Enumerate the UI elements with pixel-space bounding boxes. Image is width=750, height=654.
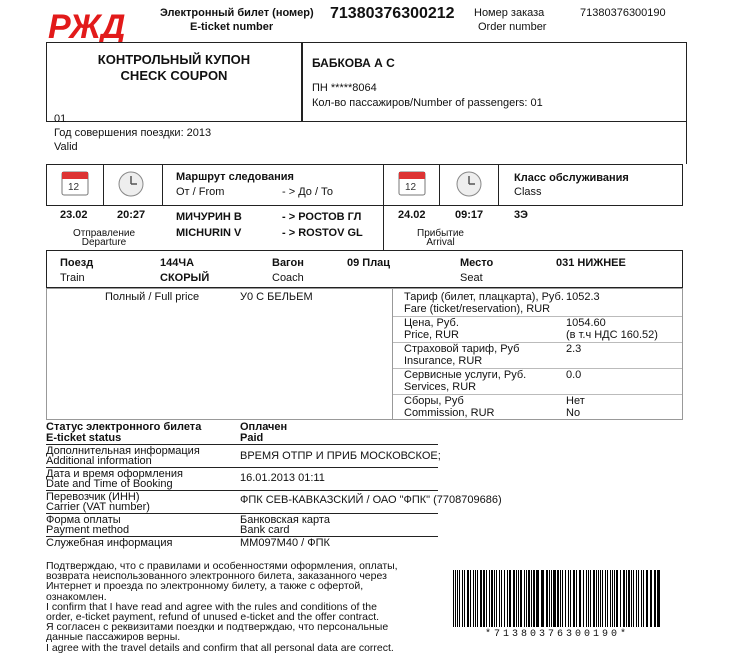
barcode-bar (553, 570, 556, 627)
barcode-bar (526, 570, 527, 627)
booking-value: 16.01.2013 01:11 (240, 472, 325, 484)
barcode-bar (496, 570, 497, 627)
coupon-code: 01 (54, 113, 67, 125)
seat-value: 031 НИЖНЕЕ (556, 257, 626, 269)
class-value: 3Э (514, 209, 528, 221)
from-station-en: MICHURIN V (176, 227, 242, 239)
barcode-bar (565, 570, 566, 627)
commission-label-en: Commission, RUR (404, 407, 495, 419)
barcode-bar (654, 570, 656, 627)
eticket-label-en: E-ticket number (190, 21, 274, 33)
arrival-time: 09:17 (455, 209, 484, 221)
full-price-label: Полный / Full price (105, 291, 200, 303)
order-label-ru: Номер заказа (474, 7, 545, 19)
barcode-bar (455, 570, 456, 627)
departure-label-ru: Отправление (72, 228, 136, 239)
barcode-bar (489, 570, 490, 627)
barcode-image (453, 570, 661, 627)
barcode-bar (457, 570, 458, 627)
barcode-bar (605, 570, 606, 627)
commission-label-ru: Сборы, Руб (404, 395, 464, 407)
svg-text:12: 12 (405, 182, 417, 193)
to-station-en: - > ROSTOV GL (282, 227, 363, 239)
right-border-line (686, 122, 687, 164)
route-to-label: - > До / То (282, 186, 334, 198)
barcode-bar (557, 570, 559, 627)
arrival-date: 24.02 (398, 209, 426, 221)
barcode-bar (638, 570, 639, 627)
status-label-ru: Статус электронного билета (46, 421, 202, 433)
barcode-bar (598, 570, 599, 627)
barcode-bar (507, 570, 508, 627)
barcode-bar (562, 570, 563, 627)
seat-label-en: Seat (460, 272, 483, 284)
coupon-title-ru: КОНТРОЛЬНЫЙ КУПОН (97, 52, 251, 67)
barcode-bar (531, 570, 532, 627)
tariff-label-ru: Тариф (билет, плацкарта), Руб. (404, 291, 564, 303)
train-type: СКОРЫЙ (160, 272, 210, 284)
insurance-label-en: Insurance, RUR (404, 355, 483, 367)
payment-label-ru: Форма оплаты (46, 514, 121, 526)
agreement-line: I agree with the travel details and confirm that all personal data are correct. (46, 641, 394, 654)
barcode-bar (576, 570, 577, 627)
seat-label-ru: Место (460, 257, 494, 269)
barcode-bar (607, 570, 608, 627)
booking-label-en: Date and Time of Booking (46, 478, 173, 490)
vat-value: (в т.ч НДС 160.52) (566, 329, 658, 341)
agreement-line: Подтверждаю, что с правилами и особенностями оформления, оплаты, (46, 560, 398, 572)
route-title: Маршрут следования (176, 171, 294, 183)
barcode-bar (610, 570, 611, 627)
agreement-line: Интернет и проезда по электронному билету, а также с офертой, (46, 580, 364, 593)
agreement-line: Я согласен с реквизитами поездки и подтверждаю, что персональные (46, 621, 389, 634)
barcode-bar (620, 570, 621, 627)
barcode-bar (486, 570, 487, 627)
barcode-bar (593, 570, 595, 627)
booking-label-ru: Дата и время оформления (46, 468, 183, 480)
payment-label-en: Payment method (46, 524, 130, 536)
status-value-ru: Оплачен (240, 421, 288, 433)
barcode-bar (541, 570, 544, 627)
barcode-bar (631, 570, 632, 627)
train-label-en: Train (60, 272, 85, 284)
barcode-bar (504, 570, 505, 627)
agreement-text (46, 561, 446, 653)
barcode-bar (483, 570, 485, 627)
barcode-bar (453, 570, 454, 627)
coach-value: 09 Плац (347, 257, 391, 269)
passenger-name: БАБКОВА А С (312, 56, 395, 70)
barcode-bar (533, 570, 535, 627)
barcode-bar (480, 570, 482, 627)
barcode-bar (650, 570, 652, 627)
order-number: 71380376300190 (580, 7, 666, 19)
barcode-bar (588, 570, 589, 627)
price-label-ru: Цена, Руб. (404, 317, 459, 329)
barcode-bar (462, 570, 463, 627)
service-info-value: ММ097М40 / ФПК (240, 537, 330, 549)
barcode-bar (516, 570, 517, 627)
svg-text:12: 12 (68, 182, 80, 193)
barcode-bar (520, 570, 522, 627)
barcode-bar (579, 570, 581, 627)
calendar-icon (397, 169, 427, 200)
service-label-ru: Сервисные услуги, Руб. (404, 369, 527, 381)
divider (439, 164, 440, 206)
price-label-en: Price, RUR (404, 329, 460, 341)
barcode-bar (636, 570, 637, 627)
coupon-year: Год совершения поездки: 2013 (54, 127, 212, 139)
divider (162, 164, 163, 206)
passenger-count: Кол-во пассажиров/Number of passengers: 01 (312, 97, 543, 109)
barcode-bar (477, 570, 478, 627)
rzd-logo (46, 8, 126, 42)
barcode-bar (602, 570, 603, 627)
barcode-bar (494, 570, 495, 627)
coupon-title-en: CHECK COUPON (120, 68, 228, 83)
passenger-doc: ПН *****8064 (312, 82, 377, 94)
status-label-en: E-ticket status (46, 432, 122, 444)
commission-value-en: No (566, 407, 581, 419)
insurance-value: 2.3 (566, 343, 582, 355)
barcode-bar (473, 570, 474, 627)
barcode-bar (536, 570, 539, 627)
barcode-bar (623, 570, 625, 627)
barcode-bar (560, 570, 561, 627)
coach-label-ru: Вагон (272, 257, 304, 269)
linen-label: У0 С БЕЛЬЕМ (240, 291, 313, 303)
barcode-bar (612, 570, 613, 627)
train-number: 144ЧА (160, 257, 195, 269)
clock-icon (455, 170, 483, 201)
barcode-bar (633, 570, 634, 627)
barcode-bar (475, 570, 476, 627)
coupon-valid: Valid (54, 141, 78, 153)
barcode-bar (590, 570, 591, 627)
route-from-label: От / From (176, 186, 225, 198)
carrier-label-ru: Перевозчик (ИНН) (46, 491, 140, 503)
service-value: 0.0 (566, 369, 582, 381)
arrival-label-ru: Прибытие (417, 228, 464, 239)
status-value-en: Paid (240, 432, 264, 444)
barcode-bar (499, 570, 500, 627)
calendar-icon (60, 169, 90, 200)
to-station-ru: - > РОСТОВ ГЛ (282, 211, 362, 223)
train-label-ru: Поезд (60, 257, 94, 269)
barcode-bar (643, 570, 644, 627)
barcode-bar (600, 570, 601, 627)
barcode-bar (628, 570, 630, 627)
barcode-bar (513, 570, 515, 627)
service-label-en: Services, RUR (404, 381, 477, 393)
rzd-logo-text: РЖД (48, 8, 126, 42)
barcode-bar (596, 570, 597, 627)
rzd-logo-icon (46, 8, 126, 42)
barcode-bar (657, 570, 660, 627)
agreement-line: данные пассажиров верны. (46, 631, 181, 644)
barcode-bar (616, 570, 618, 627)
barcode-bar (546, 570, 548, 627)
eticket-number: 71380376300212 (330, 5, 455, 22)
divider (392, 288, 393, 420)
price-block (46, 288, 683, 420)
order-label-en: Order number (478, 21, 547, 33)
barcode-bar (518, 570, 519, 627)
tariff-label-en: Fare (ticket/reservation), RUR (404, 303, 551, 315)
carrier-label-en: Carrier (VAT number) (46, 501, 150, 513)
barcode-bar (641, 570, 642, 627)
carrier-value: ФПК СЕВ-КАВКАЗСКИЙ / ОАО "ФПК" (7708709686) (240, 494, 502, 506)
payment-value-en: Bank card (240, 524, 290, 536)
divider (103, 164, 104, 206)
barcode-bar (583, 570, 584, 627)
barcode-bar (568, 570, 569, 627)
barcode-bar (586, 570, 587, 627)
barcode-bar (464, 570, 465, 627)
agreement-line: ознакомлен. (46, 590, 107, 603)
tariff-value: 1052.3 (566, 291, 600, 303)
barcode-caption: *71380376300190* (484, 629, 629, 640)
barcode-bar (646, 570, 648, 627)
barcode-bar (491, 570, 493, 627)
coach-label-en: Coach (272, 272, 304, 284)
barcode-bar (509, 570, 511, 627)
departure-time: 20:27 (117, 209, 146, 221)
train-row (46, 250, 683, 288)
commission-value: Нет (566, 395, 585, 407)
barcode-bar (614, 570, 615, 627)
barcode-bar (467, 570, 469, 627)
departure-label-en: Departure (81, 237, 127, 248)
barcode-bar (470, 570, 471, 627)
insurance-label-ru: Страховой тариф, Руб (404, 343, 520, 355)
extra-info-label-en: Additional information (46, 455, 152, 467)
barcode-bar (501, 570, 502, 627)
barcode-bar (551, 570, 552, 627)
class-title-en: Class (514, 186, 542, 198)
from-station-ru: МИЧУРИН В (176, 211, 242, 223)
barcode-bar (528, 570, 530, 627)
barcode-bar (459, 570, 460, 627)
price-value: 1054.60 (566, 317, 606, 329)
divider (498, 164, 499, 206)
payment-value-ru: Банковская карта (240, 514, 330, 526)
barcode-bar (626, 570, 627, 627)
extra-info-label-ru: Дополнительная информация (46, 445, 200, 457)
class-title-ru: Класс обслуживания (514, 172, 629, 184)
barcode-bar (549, 570, 550, 627)
departure-date: 23.02 (60, 209, 88, 221)
agreement-line: order, e-ticket payment, refund of unused e-ticket and the offer contract. (46, 611, 380, 624)
extra-info-value: ВРЕМЯ ОТПР И ПРИБ МОСКОВСКОЕ; (240, 450, 441, 462)
arrival-label-en: Arrival (426, 237, 455, 248)
barcode-bar (570, 570, 571, 627)
service-info-label: Служебная информация (46, 537, 173, 549)
divider (383, 164, 384, 206)
barcode-bar (573, 570, 575, 627)
eticket-label-ru: Электронный билет (номер) (160, 7, 314, 19)
agreement-line: I confirm that I have read and agree with the rules and conditions of the (46, 600, 377, 613)
agreement-line: возврата неиспользованного электронного билета, заказанного через (46, 570, 387, 583)
barcode-bar (524, 570, 525, 627)
clock-icon (117, 170, 145, 201)
